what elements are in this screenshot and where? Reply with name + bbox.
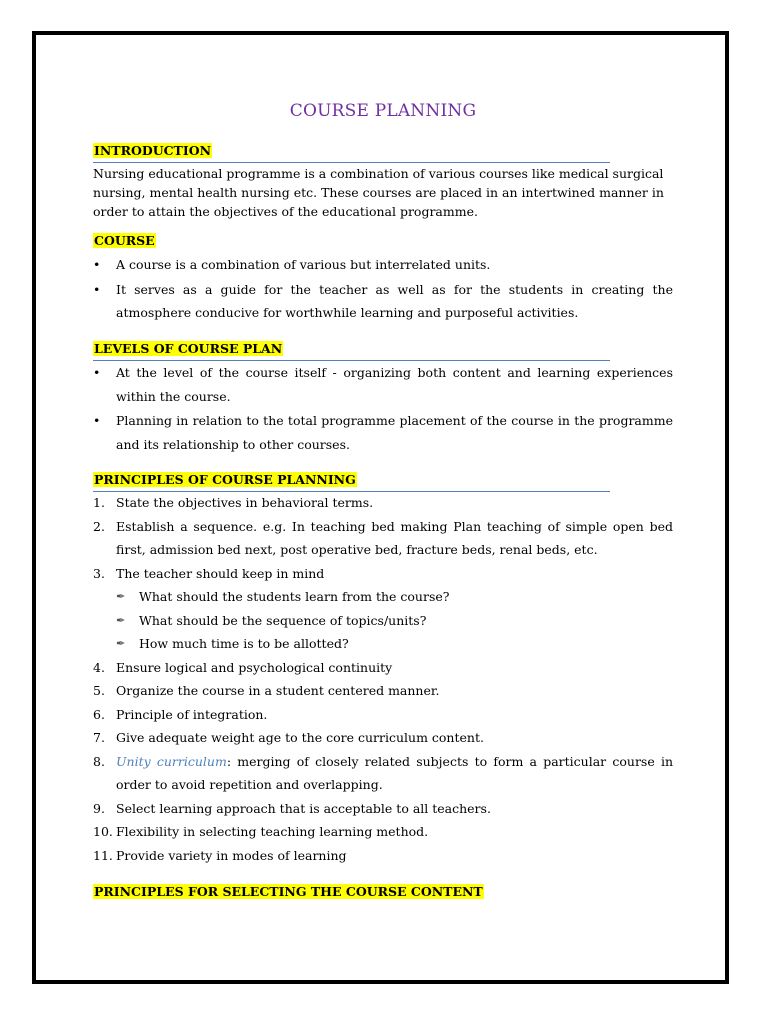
heading-levels: LEVELS OF COURSE PLAN [94,341,283,356]
heading-selecting-content: PRINCIPLES FOR SELECTING THE COURSE CONTENT [94,884,483,899]
bullet-icon: • [93,365,101,380]
list-item: 2. Establish a sequence. e.g. In teaching bed making Plan teaching of simple open bed first, admission bed next, post operative bed, fracture beds, renal beds, etc. [93,518,673,557]
page-title: COURSE PLANNING [289,101,477,121]
heading-principles: PRINCIPLES OF COURSE PLANNING [94,472,356,487]
course-bullet-list [93,253,673,326]
bullet-icon: • [93,413,101,428]
list-item: 1. State the objectives in behavioral terms. [93,495,374,510]
list-item: • It serves as a guide for the teacher as well as for the students in creating the atmosphere conducive for worthwhile learning and purposeful activities. [93,278,673,325]
list-item: 11. Provide variety in modes of learning [93,847,347,863]
sub-list-item: ✒ What should the students learn from the course? [93,585,673,609]
pen-nib-icon: ✒ [116,637,126,650]
heading-course: COURSE [94,233,155,248]
pen-nib-icon: ✒ [116,613,126,627]
list-item: 5. Organize the course in a student centered manner. [93,683,440,698]
section-rule [93,162,610,163]
list-item: 4. Ensure logical and psychological continuity [93,659,393,675]
list-item: 8. Unity curriculum: merging of closely related subjects to form a particular course in order to avoid repetition and overlapping. [93,753,673,792]
list-item: • Planning in relation to the total programme placement of the course in the programme and its relationship to other courses. [93,409,673,456]
term-unity-curriculum: Unity curriculum [116,753,227,769]
bullet-icon: • [93,257,101,272]
list-item: 6. Principle of integration. [93,706,268,722]
list-item: 7. Give adequate weight age to the core curriculum content. [93,730,484,745]
list-item: • A course is a combination of various but interrelated units. [93,253,673,277]
bullet-icon: • [93,281,101,297]
pen-nib-icon: ✒ [116,590,126,603]
sub-list-item: ✒ How much time is to be allotted? [93,632,673,656]
list-item: 10. Flexibility in selecting teaching learning method. [93,824,429,839]
introduction-paragraph: Nursing educational programme is a combination of various courses like medical surgical nursing, mental health nursing etc. These courses are placed in an intertwined manner in order to attain the objectives of the educational programme. [93,166,664,219]
sub-list-item: ✒ What should be the sequence of topics/units? [93,609,673,633]
principles-numbered-list [93,491,673,867]
list-item: 3. The teacher should keep in mind [93,565,325,581]
levels-bullet-list [93,361,673,457]
list-item: 9. Select learning approach that is acceptable to all teachers. [93,800,491,816]
heading-introduction: INTRODUCTION [94,143,212,158]
list-item: • At the level of the course itself - organizing both content and learning experiences within the course. [93,361,673,408]
